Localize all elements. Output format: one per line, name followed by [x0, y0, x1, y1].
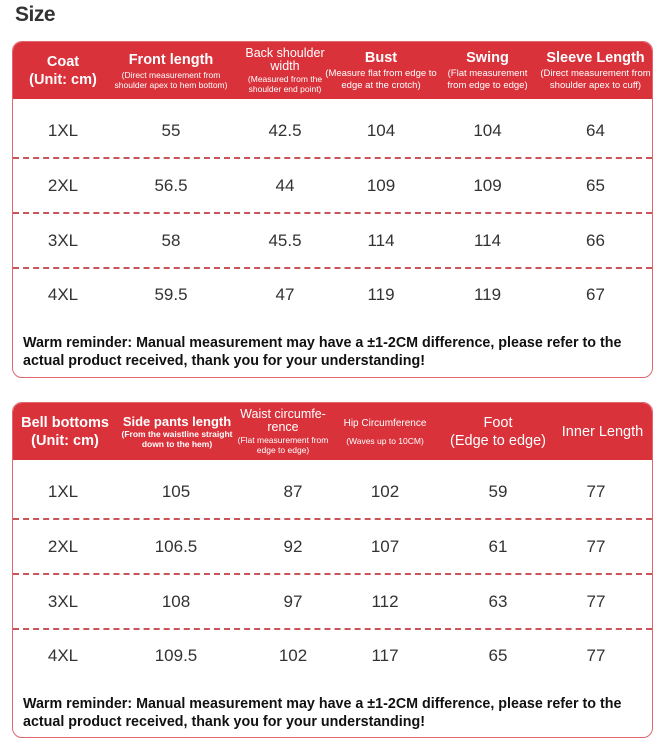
- value-cell: 109: [366, 175, 396, 195]
- header-title: Front length: [128, 52, 214, 68]
- value-cell: 55: [161, 120, 181, 140]
- table-row: [13, 104, 652, 159]
- coat-header-back-shoulder: [237, 42, 333, 99]
- size-cell: 3XL: [47, 230, 79, 250]
- size-cell: 1XL: [47, 481, 79, 501]
- value-cell: 102: [278, 645, 308, 665]
- header-title: Hip Circumference: [343, 417, 427, 429]
- coat-table-header: [13, 42, 652, 99]
- value-cell: 104: [366, 120, 396, 140]
- value-cell: 77: [586, 536, 606, 556]
- header-title-2: (Edge to edge): [450, 432, 546, 449]
- value-cell: 92: [283, 536, 303, 556]
- size-cell: 3XL: [47, 591, 79, 611]
- value-cell: 64: [586, 120, 605, 140]
- pants-table-header: [13, 403, 652, 460]
- value-cell: 45.5: [268, 230, 302, 250]
- header-subtitle: (Flat measurement from edge to edge): [447, 68, 528, 91]
- value-cell: 119: [473, 284, 502, 304]
- value-cell: 77: [586, 591, 606, 611]
- value-cell: 102: [370, 481, 400, 501]
- header-subtitle: (Direct measurement from shoulder apex to cuff): [540, 68, 651, 91]
- value-cell: 119: [367, 284, 395, 304]
- header-subtitle: (Measure flat from edge to edge at the crotch): [325, 68, 437, 91]
- coat-header-title: Coat: [46, 53, 80, 70]
- size-cell: 2XL: [47, 175, 79, 195]
- pants-header-unit: (Unit: cm): [31, 432, 99, 449]
- table-row: [13, 159, 652, 214]
- page-title: Size: [15, 3, 56, 26]
- size-cell: 4XL: [47, 645, 79, 665]
- table-row: [13, 575, 652, 630]
- pants-header-title: Bell bottoms: [21, 414, 109, 431]
- pants-size-table: [12, 402, 653, 738]
- pants-header-foot: [445, 403, 551, 460]
- value-cell: 112: [371, 591, 399, 611]
- value-cell: 58: [161, 230, 181, 250]
- value-cell: 77: [586, 481, 606, 501]
- coat-header-swing: [441, 42, 534, 99]
- value-cell: 77: [586, 645, 606, 665]
- value-cell: 59.5: [154, 284, 188, 304]
- header-title: Foot: [483, 414, 513, 431]
- header-title: Waist circumfe-rence: [240, 407, 326, 434]
- value-cell: 47: [275, 284, 295, 304]
- value-cell: 63: [488, 591, 508, 611]
- coat-table-body: [13, 104, 652, 320]
- table-row: [13, 630, 652, 681]
- pants-table-body: [13, 465, 652, 681]
- value-cell: 65: [488, 645, 508, 665]
- size-cell: 2XL: [47, 536, 79, 556]
- value-cell: 42.5: [268, 120, 302, 140]
- table-row: [13, 465, 652, 520]
- pants-warm-reminder: Warm reminder: Manual measurement may have a ±1-2CM difference, please refer to the actual product received, thank you for your understanding!: [23, 696, 622, 730]
- coat-size-table: [12, 41, 653, 378]
- header-title: Bust: [364, 50, 398, 66]
- header-subtitle: (Flat measurement from edge to edge): [237, 435, 329, 455]
- value-cell: 114: [473, 230, 502, 250]
- header-subtitle: (Direct measurement from shoulder apex to hem bottom): [114, 70, 228, 90]
- header-title: Swing: [466, 50, 509, 66]
- header-title: Inner Length: [561, 423, 644, 440]
- coat-header-unit: (Unit: cm): [29, 71, 97, 88]
- value-cell: 59: [488, 481, 508, 501]
- value-cell: 87: [283, 481, 303, 501]
- value-cell: 44: [275, 175, 295, 195]
- table-row: [13, 269, 652, 320]
- header-subtitle: (Measured from the shoulder end point): [247, 74, 323, 94]
- coat-header-front-length: [113, 42, 229, 99]
- coat-header-sleeve-length: [537, 42, 653, 99]
- pants-header-waist: [237, 403, 329, 460]
- value-cell: 114: [367, 230, 395, 250]
- size-cell: 1XL: [47, 120, 79, 140]
- table-row: [13, 520, 652, 575]
- table-row: [13, 214, 652, 269]
- pants-header-hip: [335, 403, 435, 460]
- coat-warm-reminder: Warm reminder: Manual measurement may have a ±1-2CM difference, please refer to the actual product received, thank you for your understanding!: [23, 335, 622, 369]
- value-cell: 107: [370, 536, 400, 556]
- value-cell: 56.5: [154, 175, 188, 195]
- value-cell: 65: [586, 175, 605, 195]
- header-title: Sleeve Length: [546, 50, 645, 66]
- coat-header-label: [13, 42, 113, 99]
- header-subtitle: (From the waistline straight down to the hem): [121, 428, 233, 449]
- value-cell: 117: [371, 645, 399, 665]
- value-cell: 109.5: [154, 645, 198, 665]
- value-cell: 67: [586, 284, 605, 304]
- pants-header-side-length: [121, 403, 233, 460]
- value-cell: 66: [586, 230, 605, 250]
- header-title: Back shoulder width: [245, 46, 325, 73]
- value-cell: 108: [161, 591, 191, 611]
- value-cell: 106.5: [154, 536, 198, 556]
- value-cell: 61: [488, 536, 508, 556]
- pants-header-label: [13, 403, 117, 460]
- size-cell: 4XL: [47, 284, 79, 304]
- value-cell: 104: [473, 120, 502, 140]
- header-subtitle: (Waves up to 10CM): [346, 435, 424, 446]
- coat-header-bust: [325, 42, 437, 99]
- header-title: Side pants length: [122, 413, 232, 429]
- pants-header-inner-length: [551, 403, 653, 460]
- value-cell: 109: [473, 175, 502, 195]
- value-cell: 97: [283, 591, 303, 611]
- value-cell: 105: [161, 481, 191, 501]
